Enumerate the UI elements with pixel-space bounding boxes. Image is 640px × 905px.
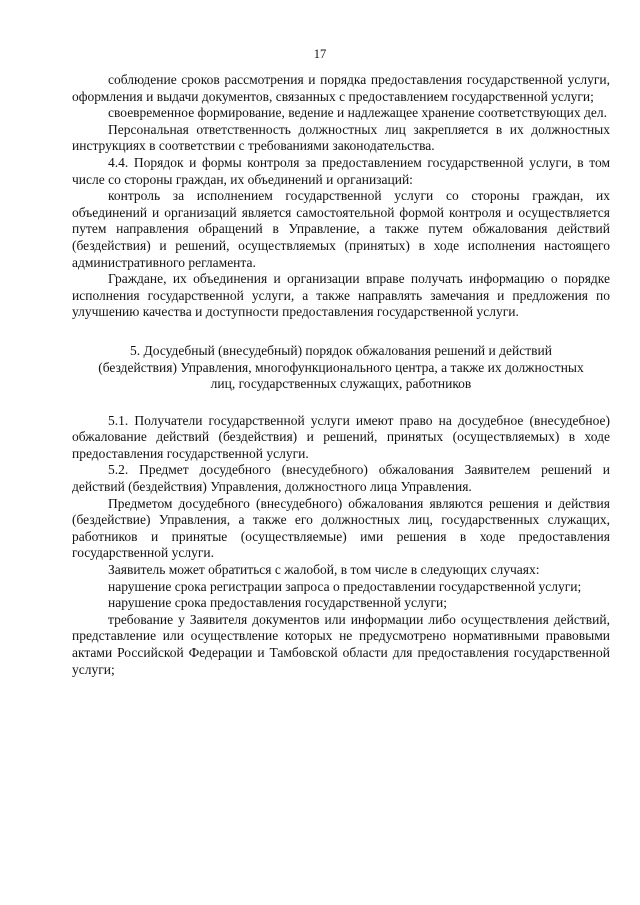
page-number: 17 bbox=[313, 47, 327, 61]
paragraph: 4.4. Порядок и формы контроля за предоставлением государственной услуги, в том числе со стороны граждан, их объединений и организаций: bbox=[72, 154, 610, 187]
paragraph: Персональная ответственность должностных лиц закрепляется в их должностных инструкциях в соответствии с требованиями законодательства. bbox=[72, 121, 610, 154]
section-heading: 5. Досудебный (внесудебный) порядок обжалования решений и действий (бездействия) Управления, многофункционального центра, а также их должностных лиц, государственных служащих, работников bbox=[98, 342, 584, 392]
paragraph: своевременное формирование, ведение и надлежащее хранение соответствующих дел. bbox=[108, 105, 607, 121]
paragraph: 5.1. Получатели государственной услуги имеют право на досудебное (внесудебное) обжалование действий (бездействия) и решений, принятых (осуществляемых) в ходе предоставления государственной услуги. bbox=[72, 412, 610, 461]
paragraph: контроль за исполнением государственной услуги со стороны граждан, их объединений и организаций является самостоятельной формой контроля и осуществляется путем направления обращений в Управление, а также путем обжалования действий (бездействия) и решений, осуществляемых (принятых) в ходе исполнения настоящего административного регламента. bbox=[72, 188, 610, 270]
paragraph: Предметом досудебного (внесудебного) обжалования являются решения и действия (бездействие) Управления, а также его должностных лиц, государственных служащих, работников и принятые (осуществляемые) ими решения в ходе предоставления государственной услуги. bbox=[72, 495, 610, 561]
paragraph: соблюдение сроков рассмотрения и порядка предоставления государственной услуги, оформления и выдачи документов, связанных с предоставлением государственной услуги; bbox=[72, 72, 610, 104]
paragraph: нарушение срока предоставления государственной услуги; bbox=[108, 595, 448, 611]
paragraph: 5.2. Предмет досудебного (внесудебного) обжалования Заявителем решений и действий (бездействия) Управления, должностного лица Управления. bbox=[72, 462, 610, 495]
paragraph: требование у Заявителя документов или информации либо осуществления действий, представление или осуществление которых не предусмотрено нормативными правовыми актами Российской Федерации и Тамбовской области для предоставления государственной услуги; bbox=[72, 611, 610, 677]
paragraph: нарушение срока регистрации запроса о предоставлении государственной услуги; bbox=[108, 578, 582, 594]
paragraph: Заявитель может обратиться с жалобой, в том числе в следующих случаях: bbox=[108, 562, 540, 578]
document-body bbox=[72, 72, 610, 678]
paragraph: Граждане, их объединения и организации вправе получать информацию о порядке исполнения государственной услуги, а также направлять замечания и предложения по улучшению качества и доступности предоставления государственной услуги. bbox=[72, 271, 610, 320]
